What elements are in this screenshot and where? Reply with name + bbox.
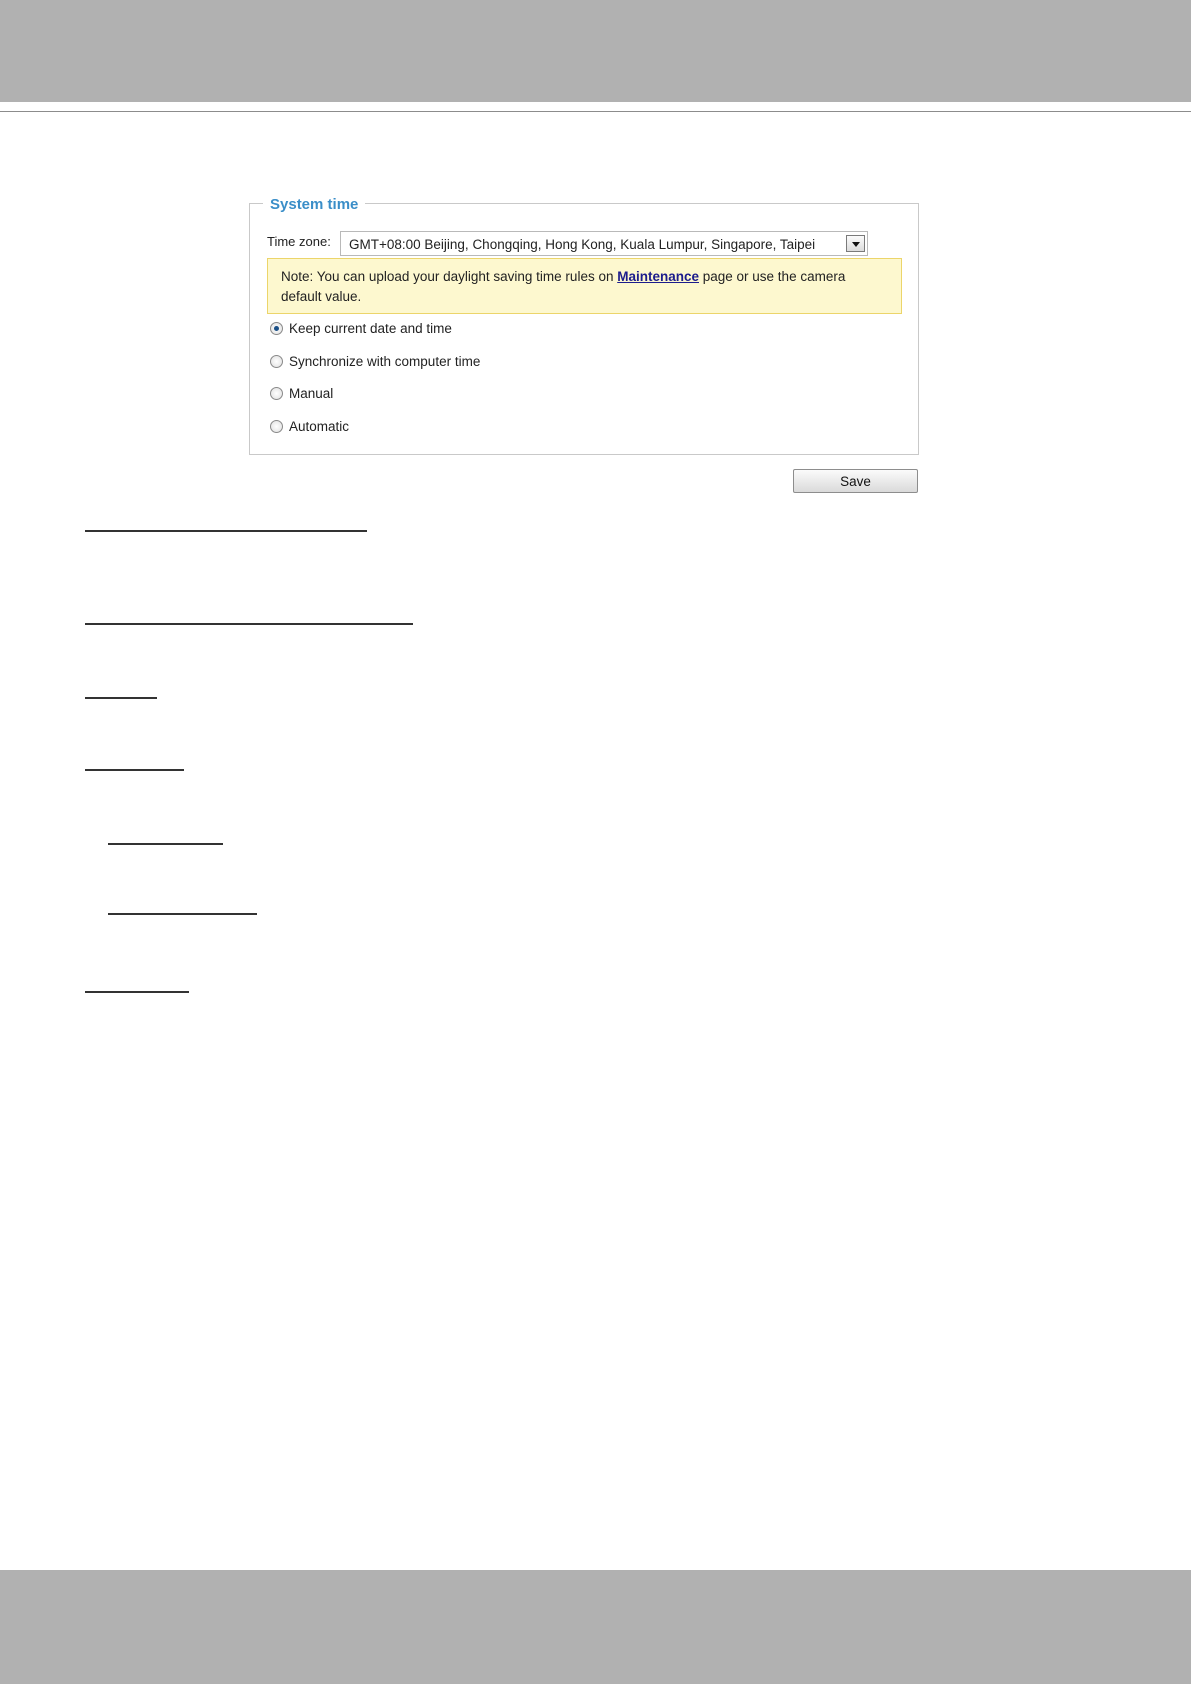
radio-automatic[interactable] (270, 420, 283, 433)
radio-sync-computer[interactable] (270, 355, 283, 368)
radio-manual[interactable] (270, 387, 283, 400)
system-time-legend: System time (263, 194, 365, 216)
daylight-saving-note (267, 258, 902, 314)
heading-underline (85, 769, 184, 771)
subheading-underline (108, 843, 223, 845)
page-footer-band (0, 1570, 1191, 1684)
subheading-underline (108, 913, 257, 915)
radio-label-manual: Manual (289, 386, 334, 401)
heading-underline (85, 991, 189, 993)
radio-label-automatic: Automatic (289, 419, 350, 434)
radio-label-sync-computer: Synchronize with computer time (289, 354, 481, 369)
page-header-band (0, 0, 1191, 102)
time-zone-value: GMT+08:00 Beijing, Chongqing, Hong Kong, Kuala Lumpur, Singapore, Taipei (349, 237, 816, 252)
time-zone-label: Time zone: (267, 234, 331, 249)
heading-underline (85, 530, 367, 532)
heading-underline (85, 697, 157, 699)
note-text-suffix: page or use the camera default value. (281, 269, 846, 304)
radio-label-keep-current: Keep current date and time (289, 321, 452, 336)
time-zone-select[interactable] (340, 231, 868, 256)
heading-underline (85, 623, 413, 625)
radio-keep-current[interactable] (270, 322, 283, 335)
note-text-prefix: Note: You can upload your daylight saving time rules on (281, 269, 618, 284)
chevron-down-icon[interactable] (846, 235, 865, 252)
maintenance-link[interactable]: Maintenance (617, 269, 699, 284)
save-button[interactable]: Save (793, 469, 918, 493)
header-divider (0, 111, 1191, 112)
